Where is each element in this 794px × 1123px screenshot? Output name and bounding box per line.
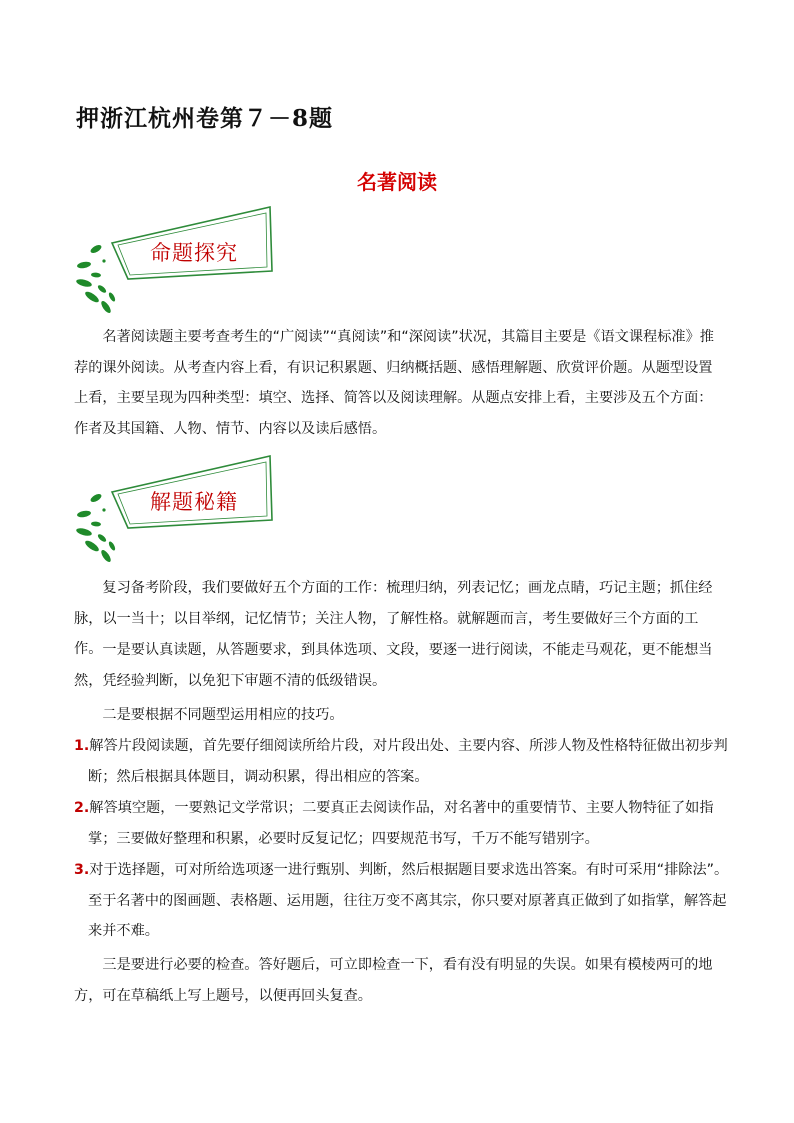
tips-paragraph-3: 二是要根据不同题型运用相应的技巧。 [102, 707, 344, 723]
list-item-text: 对于选择题，可对所给选项逐一进行甄别、判断，然后根据题目要求选出答案。有时可采用“排除法”。至于名著中的图画题、表格题、运用题，往往万变不离其宗，你只要对原著真正做到了如指掌，解答起来并不难。 [88, 862, 729, 939]
list-item-text: 解答填空题，一要熟记文学常识；二要真正去阅读作品，对名著中的重要情节、主要人物特征了如指掌；三要做好整理和积累，必要时反复记忆；四要规范书写，千万不能写错别字。 [88, 800, 714, 847]
banner-propositions [72, 205, 292, 317]
list-item-text: 解答片段阅读题，首先要仔细阅读所给片段，对片段出处、主要内容、所涉人物及性格特征做出初步判断；然后根据具体题目，调动积累，得出相应的答案。 [88, 738, 728, 785]
list-item-2 [74, 793, 738, 854]
list-item-1 [74, 731, 738, 792]
leaf-icon [75, 243, 116, 314]
list-item-number: 1. [74, 738, 90, 754]
tips-paragraph-2: 一是要认真读题，从答题要求，到具体选项、文段，要逐一进行阅读，不能走马观花，更不能想当然，凭经验判断，以免犯下审题不清的低级错误。 [74, 642, 713, 689]
section-title-text: 名著阅读 [357, 170, 437, 194]
document-title: 押浙江杭州卷第７－8题 [76, 105, 334, 132]
banner-tips [72, 454, 292, 566]
banner-label: 命题探究 [150, 241, 238, 265]
banner-label: 解题秘籍 [150, 490, 238, 514]
list-item-3 [74, 855, 738, 947]
section-title [0, 166, 794, 195]
intro-paragraph: 名著阅读题主要考查考生的“广阅读”“真阅读”和“深阅读”状况，其篇目主要是《语文课程标准》推荐的课外阅读。从考查内容上看，有识记积累题、归纳概括题、感悟理解题、欣赏评价题。从题型设置上看，主要呈现为四种类型：填空、选择、简答以及阅读理解。从题点安排上看，主要涉及五个方面：作者及其国籍、人物、情节、内容以及读后感悟。 [74, 329, 714, 437]
leaf-icon [75, 492, 116, 563]
tips-paragraph-4: 三是要进行必要的检查。答好题后，可立即检查一下，看有没有明显的失误。如果有模棱两可的地方，可在草稿纸上写上题号，以便再回头复查。 [74, 957, 713, 1004]
tips-paragraph-1: 复习备考阶段，我们要做好五个方面的工作：梳理归纳，列表记忆；画龙点睛，巧记主题；抓住经脉，以一当十；以目举纲，记忆情节；关注人物，了解性格。就解题而言，考生要做好三个方面的工作。 [74, 580, 713, 657]
list-item-number: 3. [74, 862, 90, 878]
list-item-number: 2. [74, 800, 90, 816]
